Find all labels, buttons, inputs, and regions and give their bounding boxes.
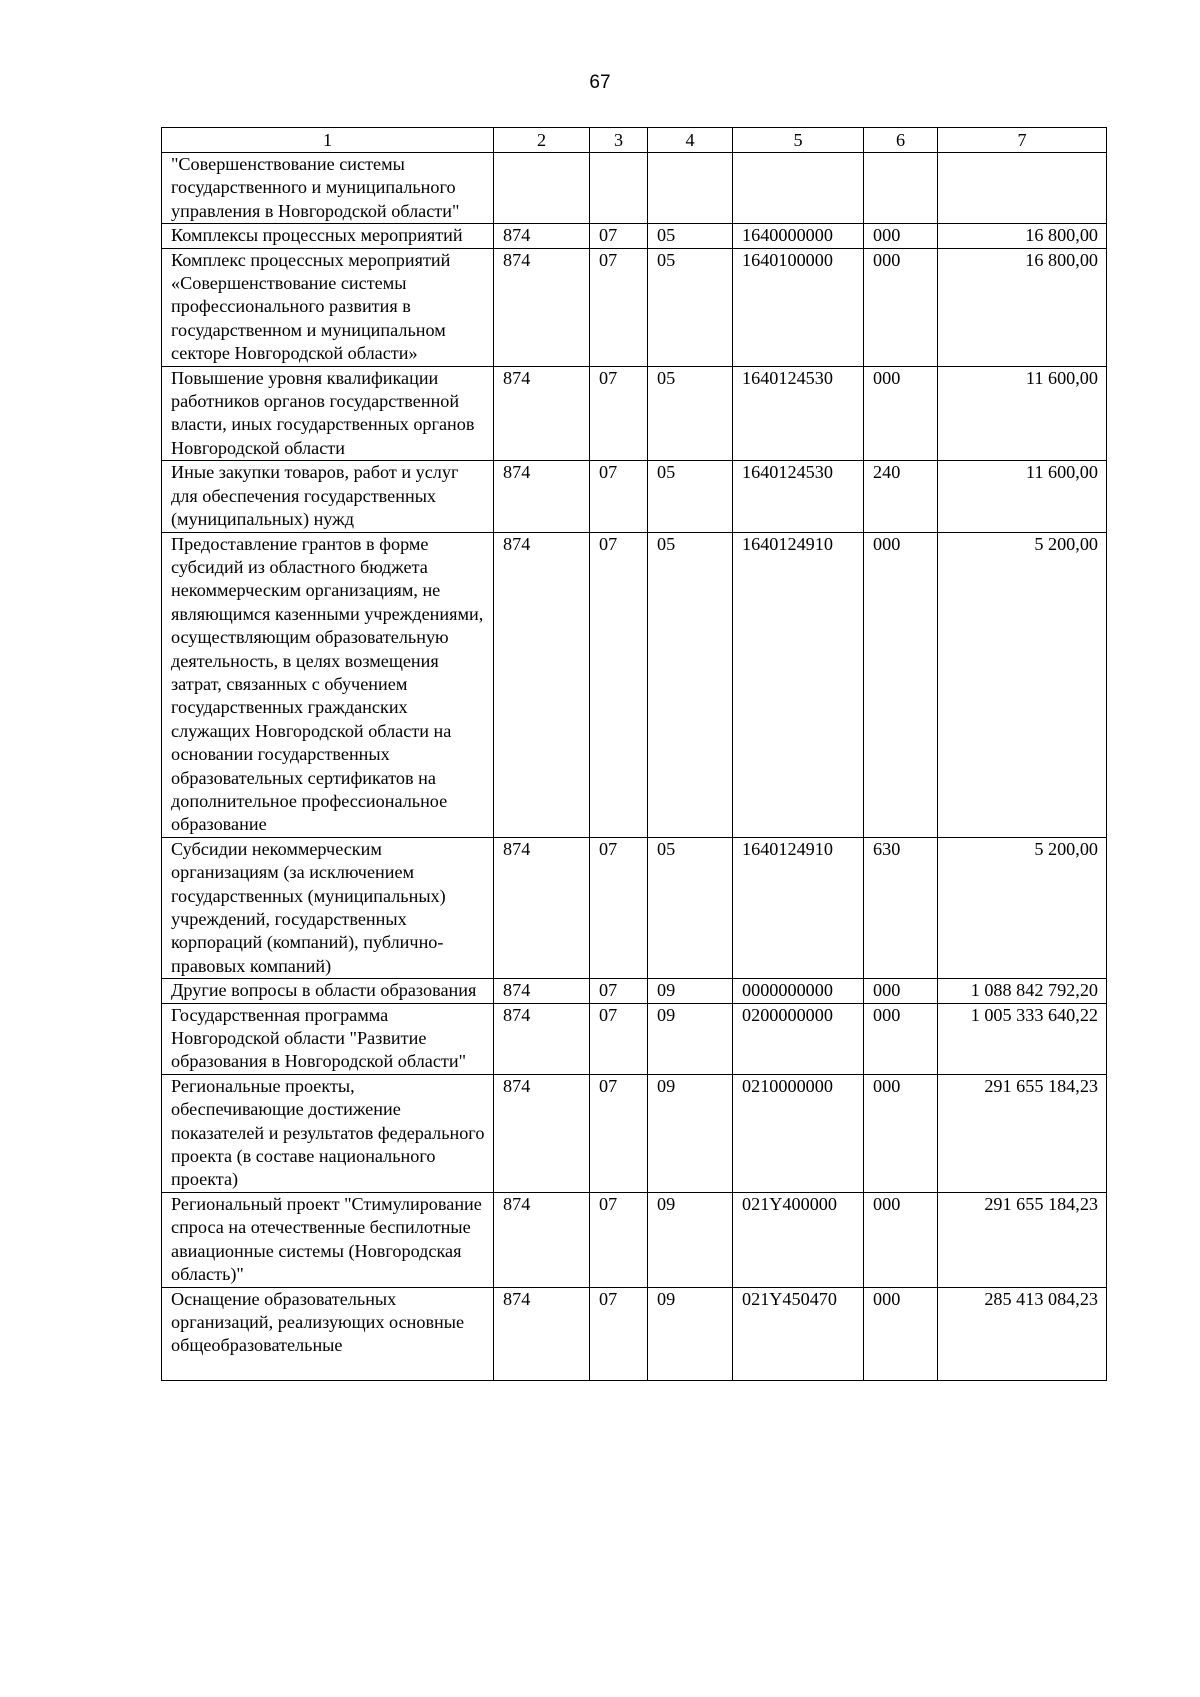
row-section-cell: 07 (590, 532, 648, 837)
column-header: 2 (494, 128, 590, 153)
row-grbs-cell: 874 (494, 837, 590, 978)
row-expense-type-cell: 000 (864, 1287, 938, 1380)
row-expense-type-cell: 000 (864, 1074, 938, 1192)
row-grbs-cell: 874 (494, 1074, 590, 1192)
row-subsection-cell: 09 (648, 1003, 733, 1074)
row-expense-type-cell (864, 153, 938, 224)
row-name-cell: Повышение уровня квалификации работников органов государственной власти, иных государственных органов Новгородской области (162, 366, 494, 461)
table-row (162, 461, 1107, 532)
row-grbs-cell: 874 (494, 461, 590, 532)
row-name-cell: Региональный проект "Стимулирование спроса на отечественные беспилотные авиационные системы (Новгородская область)" (162, 1192, 494, 1287)
table-row (162, 153, 1107, 224)
row-expense-type-cell: 000 (864, 532, 938, 837)
row-section-cell: 07 (590, 224, 648, 248)
row-subsection-cell: 05 (648, 461, 733, 532)
row-section-cell: 07 (590, 1287, 648, 1380)
row-name-cell: Региональные проекты, обеспечивающие достижение показателей и результатов федерального проекта (в составе национального проекта) (162, 1074, 494, 1192)
row-name-cell: Комплекс процессных мероприятий «Совершенствование системы профессионального развития в государственном и муниципальном секторе Новгородской области» (162, 248, 494, 366)
row-subsection-cell: 05 (648, 837, 733, 978)
row-subsection-cell: 09 (648, 979, 733, 1003)
row-expense-type-cell: 240 (864, 461, 938, 532)
row-amount-cell: 1 005 333 640,22 (938, 1003, 1107, 1074)
row-target-article-cell: 1640100000 (733, 248, 864, 366)
row-subsection-cell: 05 (648, 532, 733, 837)
row-target-article-cell: 0210000000 (733, 1074, 864, 1192)
row-target-article-cell (733, 153, 864, 224)
column-header: 6 (864, 128, 938, 153)
row-amount-cell (938, 153, 1107, 224)
row-section-cell: 07 (590, 248, 648, 366)
column-header: 4 (648, 128, 733, 153)
row-expense-type-cell: 000 (864, 366, 938, 461)
row-expense-type-cell: 000 (864, 1192, 938, 1287)
column-header: 3 (590, 128, 648, 153)
row-target-article-cell: 0000000000 (733, 979, 864, 1003)
row-subsection-cell: 05 (648, 366, 733, 461)
row-amount-cell: 16 800,00 (938, 248, 1107, 366)
row-subsection-cell: 05 (648, 224, 733, 248)
row-name-cell: "Совершенствование системы государственного и муниципального управления в Новгородской области" (162, 153, 494, 224)
table-row (162, 1287, 1107, 1380)
column-header: 7 (938, 128, 1107, 153)
row-section-cell (590, 153, 648, 224)
row-subsection-cell: 09 (648, 1074, 733, 1192)
budget-table (161, 127, 1107, 1381)
column-header: 1 (162, 128, 494, 153)
row-target-article-cell: 1640124530 (733, 366, 864, 461)
row-grbs-cell: 874 (494, 248, 590, 366)
table-row (162, 1074, 1107, 1192)
row-target-article-cell: 1640000000 (733, 224, 864, 248)
row-grbs-cell: 874 (494, 979, 590, 1003)
row-amount-cell: 11 600,00 (938, 461, 1107, 532)
row-section-cell: 07 (590, 979, 648, 1003)
row-name-cell: Другие вопросы в области образования (162, 979, 494, 1003)
row-expense-type-cell: 000 (864, 248, 938, 366)
row-target-article-cell: 1640124910 (733, 532, 864, 837)
row-amount-cell: 11 600,00 (938, 366, 1107, 461)
row-grbs-cell: 874 (494, 224, 590, 248)
row-section-cell: 07 (590, 366, 648, 461)
row-grbs-cell: 874 (494, 366, 590, 461)
table-row (162, 979, 1107, 1003)
row-section-cell: 07 (590, 1074, 648, 1192)
table-row (162, 366, 1107, 461)
page-number: 67 (589, 72, 611, 93)
row-expense-type-cell: 000 (864, 979, 938, 1003)
row-amount-cell: 16 800,00 (938, 224, 1107, 248)
row-section-cell: 07 (590, 1192, 648, 1287)
column-header: 5 (733, 128, 864, 153)
row-name-cell: Субсидии некоммерческим организациям (за исключением государственных (муниципальных) учреждений, государственных корпораций (компаний), публично-правовых компаний) (162, 837, 494, 978)
row-grbs-cell: 874 (494, 1003, 590, 1074)
row-expense-type-cell: 000 (864, 224, 938, 248)
row-target-article-cell: 0200000000 (733, 1003, 864, 1074)
table-row (162, 532, 1107, 837)
table-row (162, 837, 1107, 978)
table-row (162, 1192, 1107, 1287)
row-section-cell: 07 (590, 461, 648, 532)
row-name-cell: Предоставление грантов в форме субсидий из областного бюджета некоммерческим организациям, не являющимся казенными учреждениями, осуществляющим образовательную деятельность, в целях возмещения затрат, связанных с обучением государственных гражданских служащих Новгородской области на основании государственных образовательных сертификатов на дополнительное профессиональное образование (162, 532, 494, 837)
row-amount-cell: 5 200,00 (938, 532, 1107, 837)
row-grbs-cell: 874 (494, 1192, 590, 1287)
row-subsection-cell: 05 (648, 248, 733, 366)
table-row (162, 1003, 1107, 1074)
row-amount-cell: 291 655 184,23 (938, 1074, 1107, 1192)
row-grbs-cell (494, 153, 590, 224)
row-name-cell: Иные закупки товаров, работ и услуг для обеспечения государственных (муниципальных) нужд (162, 461, 494, 532)
row-section-cell: 07 (590, 837, 648, 978)
row-amount-cell: 1 088 842 792,20 (938, 979, 1107, 1003)
row-expense-type-cell: 000 (864, 1003, 938, 1074)
table-row (162, 224, 1107, 248)
row-section-cell: 07 (590, 1003, 648, 1074)
row-expense-type-cell: 630 (864, 837, 938, 978)
row-amount-cell: 291 655 184,23 (938, 1192, 1107, 1287)
header-row (162, 128, 1107, 153)
row-subsection-cell: 09 (648, 1287, 733, 1380)
row-grbs-cell: 874 (494, 532, 590, 837)
row-subsection-cell: 09 (648, 1192, 733, 1287)
row-name-cell: Оснащение образовательных организаций, реализующих основные общеобразовательные (162, 1287, 494, 1380)
row-target-article-cell: 021Y400000 (733, 1192, 864, 1287)
row-subsection-cell (648, 153, 733, 224)
row-target-article-cell: 1640124530 (733, 461, 864, 532)
row-target-article-cell: 021Y450470 (733, 1287, 864, 1380)
row-amount-cell: 285 413 084,23 (938, 1287, 1107, 1380)
row-name-cell: Комплексы процессных мероприятий (162, 224, 494, 248)
row-name-cell: Государственная программа Новгородской области "Развитие образования в Новгородской области" (162, 1003, 494, 1074)
table-row (162, 248, 1107, 366)
row-target-article-cell: 1640124910 (733, 837, 864, 978)
row-amount-cell: 5 200,00 (938, 837, 1107, 978)
row-grbs-cell: 874 (494, 1287, 590, 1380)
